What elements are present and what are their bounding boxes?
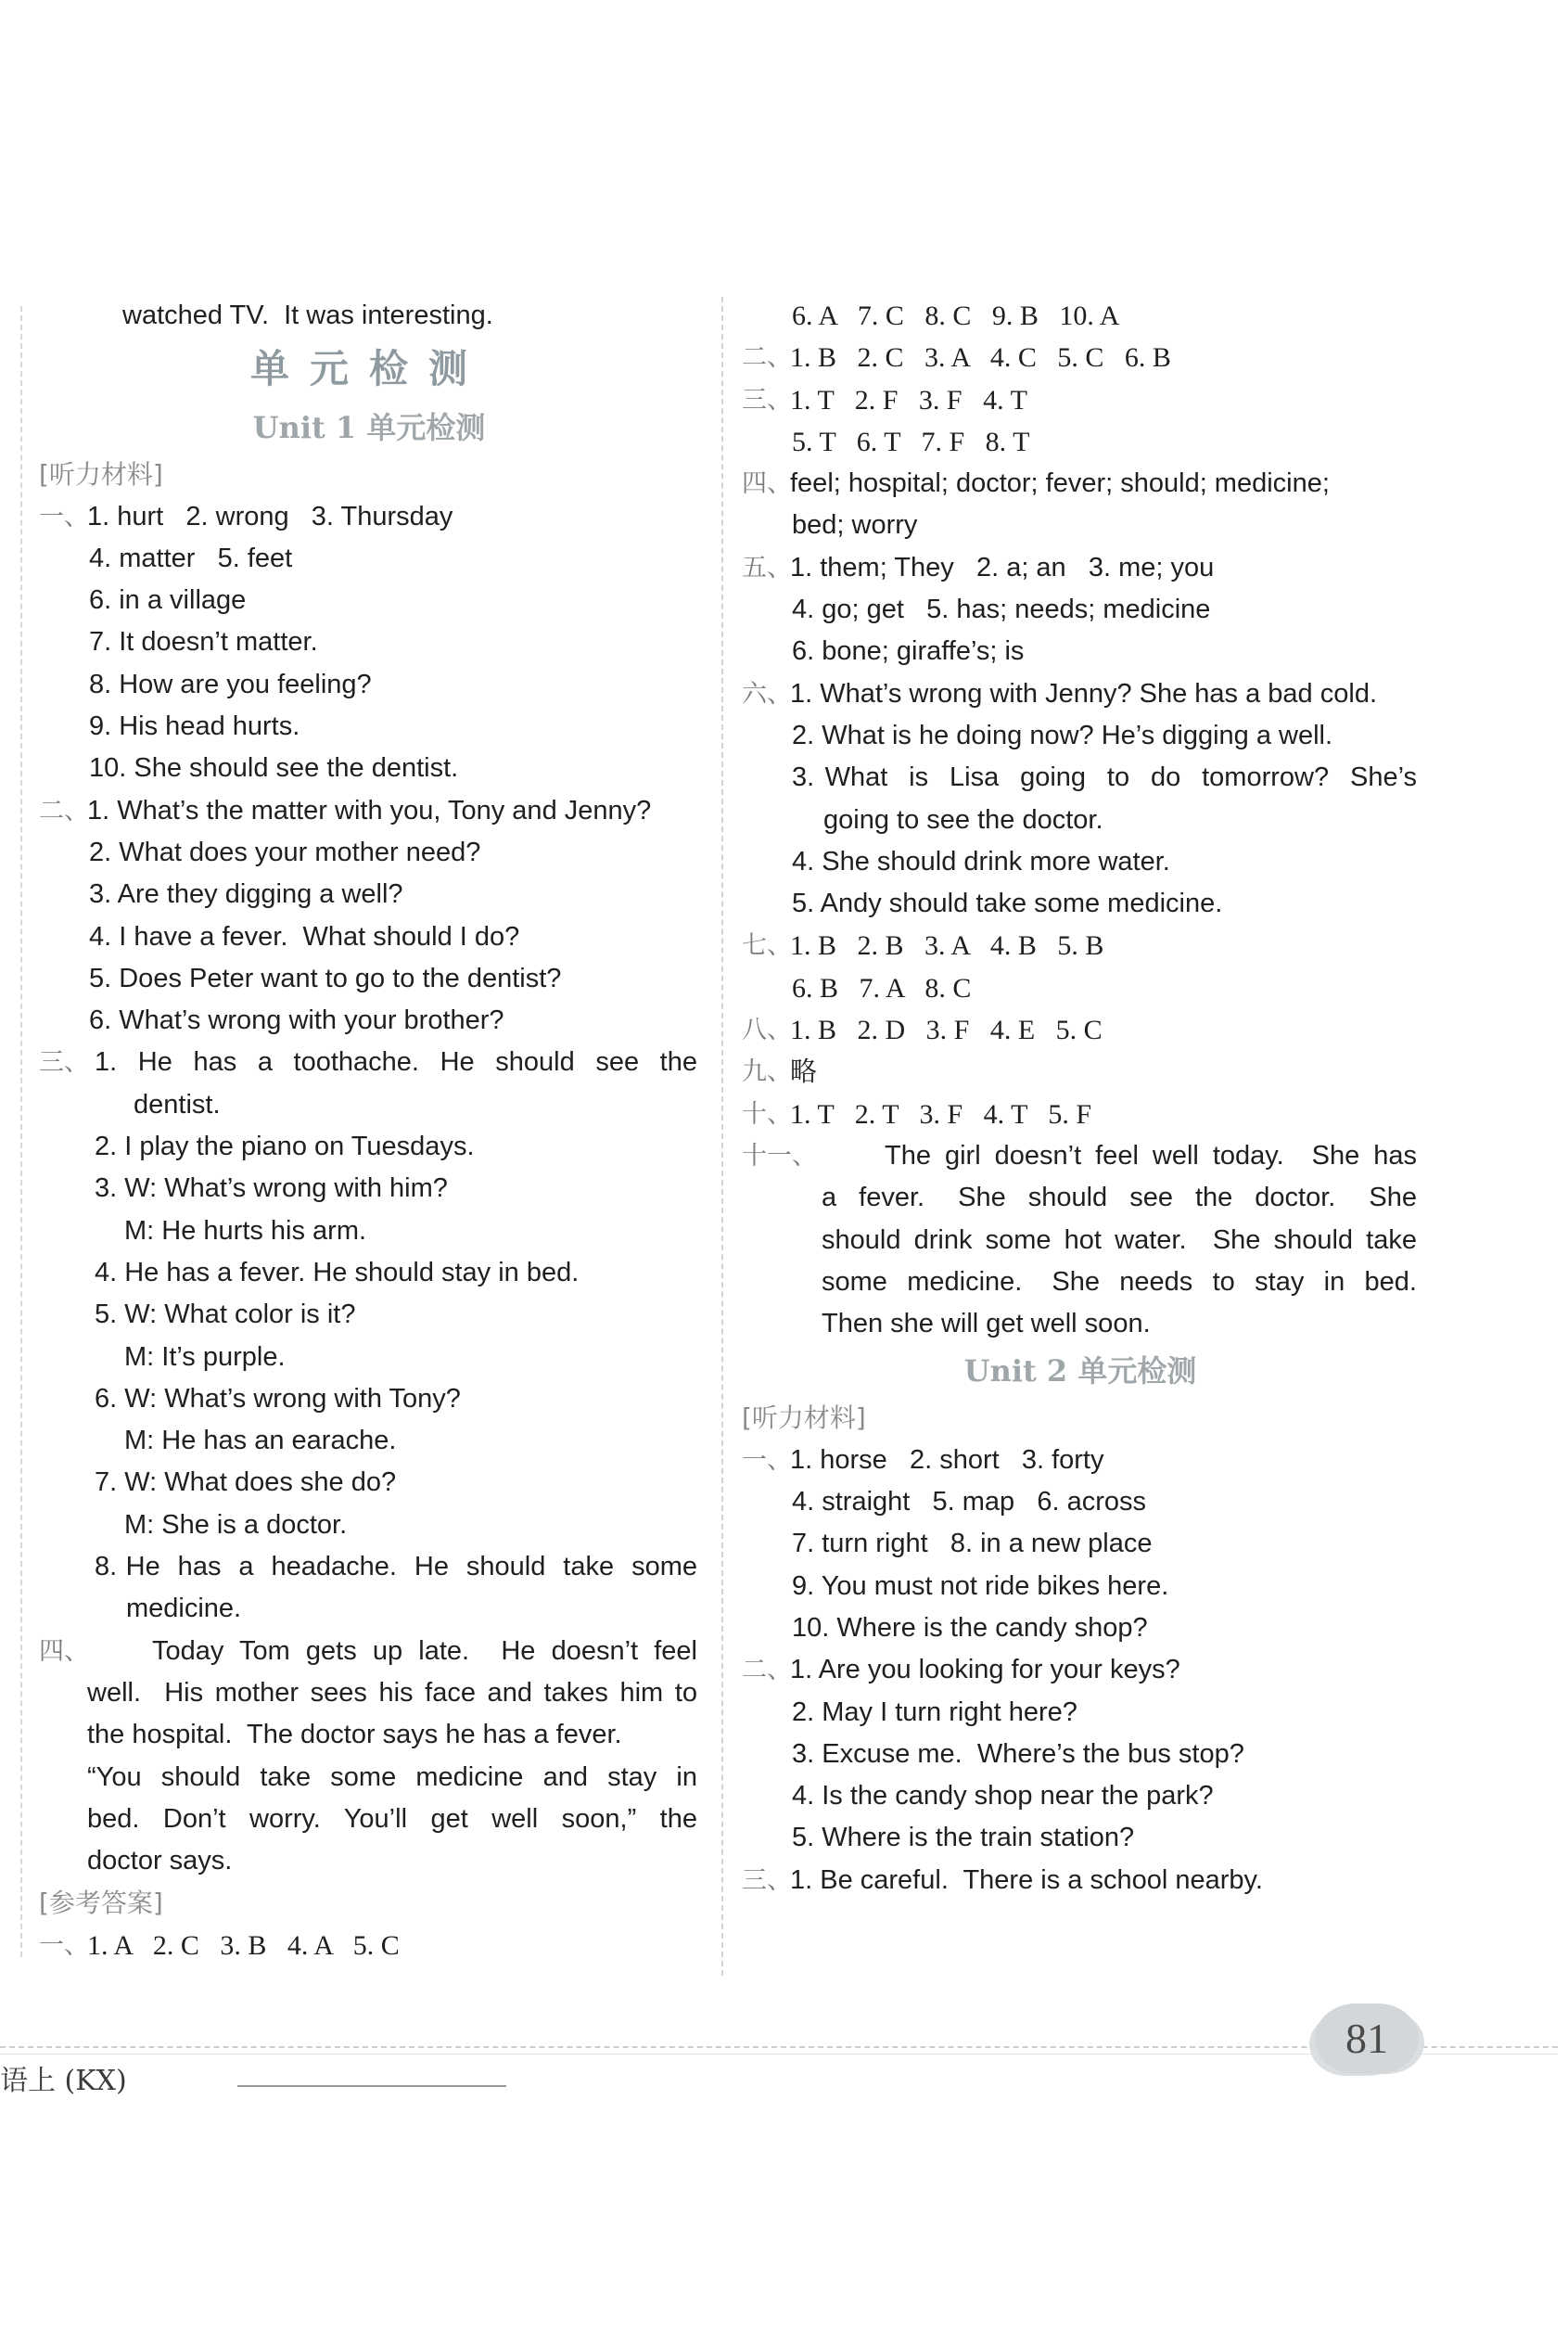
unit2-listening-1-line: 7. turn right 8. in a new place bbox=[792, 1529, 1153, 1559]
listening-2-line: 4. I have a fever. What should I do? bbox=[89, 921, 520, 952]
listening-2-line: 二、 1. What’s the matter with you, Tony and Jenny? bbox=[39, 795, 652, 826]
listening-3-line: 三、 1. He has a toothache. He should see the bbox=[39, 1047, 697, 1078]
unit2-listening-2-line: 2. May I turn right here? bbox=[792, 1696, 1077, 1727]
listening-1-line: 一、 1. hurt 2. wrong 3. Thursday bbox=[39, 501, 453, 531]
listening-3-line: M: She is a doctor. bbox=[124, 1509, 348, 1540]
margin-dash-line bbox=[20, 306, 22, 1957]
answer-4-line: bed; worry bbox=[792, 510, 918, 541]
unit2-listening-2-line: 4. Is the candy shop near the park? bbox=[792, 1781, 1214, 1812]
answer-1-line: 6. A 7. C 8. C 9. B 10. A bbox=[792, 301, 1120, 331]
listening-1-line: 4. matter 5. feet bbox=[89, 543, 293, 573]
listening-3-line: M: He hurts his arm. bbox=[124, 1215, 367, 1246]
answer-6-line: 4. She should drink more water. bbox=[792, 846, 1170, 877]
book-label: 语上 (KX) bbox=[0, 2065, 127, 2097]
listening-3-line: 8. He has a headache. He should take some bbox=[95, 1552, 697, 1582]
listening-4-line: the hospital. The doctor says he has a fever. bbox=[87, 1720, 622, 1750]
listening-4-line: “You should take some medicine and stay in bbox=[87, 1761, 697, 1792]
listening-2-line: 3. Are they digging a well? bbox=[89, 879, 403, 910]
unit2-listening-2-line: 3. Excuse me. Where’s the bus stop? bbox=[792, 1738, 1244, 1769]
listening-3-line: 2. I play the piano on Tuesdays. bbox=[95, 1132, 475, 1162]
listening-3-line: 4. He has a fever. He should stay in bed. bbox=[95, 1257, 580, 1287]
listening-1-line: 6. in a village bbox=[89, 585, 247, 616]
listening-label: [听力材料] bbox=[39, 459, 163, 491]
right-column bbox=[742, 295, 1419, 1901]
answer-3-line: 三、 1. T 2. F 3. F 4. T bbox=[742, 384, 1027, 416]
listening-3-line: 6. W: What’s wrong with Tony? bbox=[95, 1383, 461, 1414]
unit2-listening-1-line: 10. Where is the candy shop? bbox=[792, 1612, 1148, 1643]
answer-6-line: going to see the doctor. bbox=[823, 804, 1103, 835]
answer-11-line: 十一、 The girl doesn’t feel well today. She has bbox=[742, 1140, 1417, 1171]
answer-11-line: should drink some hot water. She should take bbox=[822, 1224, 1417, 1255]
answer-10-line: 十、 1. T 2. T 3. F 4. T 5. F bbox=[742, 1098, 1092, 1130]
unit2-listening-1-line: 一、 1. horse 2. short 3. forty bbox=[742, 1444, 1104, 1475]
answer-5-line: 五、 1. them; They 2. a; an 3. me; you bbox=[742, 552, 1215, 582]
answer-7-line: 6. B 7. A 8. C bbox=[792, 972, 972, 1004]
listening-4-line: bed. Don’t worry. You’ll get well soon,” the bbox=[87, 1803, 697, 1834]
listening-2-line: 5. Does Peter want to go to the dentist? bbox=[89, 963, 562, 993]
listening-4-line: doctor says. bbox=[87, 1846, 233, 1876]
left-column bbox=[39, 295, 699, 1966]
answer-4-line: 四、 feel; hospital; doctor; fever; should; medicine; bbox=[742, 468, 1330, 499]
listening-1-line: 8. How are you feeling? bbox=[89, 669, 372, 699]
listening-1-line: 9. His head hurts. bbox=[89, 711, 300, 742]
page-number: 81 bbox=[1345, 2015, 1388, 2062]
listening-3-line: medicine. bbox=[126, 1594, 242, 1624]
answer-7-line: 七、 1. B 2. B 3. A 4. B 5. B bbox=[742, 930, 1104, 962]
listening-1-line: 7. It doesn’t matter. bbox=[89, 627, 318, 658]
unit2-listening-2-line: 二、 1. Are you looking for your keys? bbox=[742, 1655, 1180, 1685]
answer-11-line: a fever. She should see the doctor. She bbox=[822, 1183, 1417, 1213]
listening-2-line: 6. What’s wrong with your brother? bbox=[89, 1005, 504, 1036]
answer-6-line: 3. What is Lisa going to do tomorrow? She’s bbox=[792, 762, 1417, 793]
answer-3-line: 5. T 6. T 7. F 8. T bbox=[792, 426, 1030, 457]
listening-3-line: 5. W: What color is it? bbox=[95, 1299, 356, 1330]
answer-8-line: 八、 1. B 2. D 3. F 4. E 5. C bbox=[742, 1015, 1103, 1046]
footer-underline bbox=[237, 2085, 506, 2087]
listening-4-line: 四、 Today Tom gets up late. He doesn’t feel bbox=[39, 1635, 697, 1666]
listening-3-line: dentist. bbox=[134, 1089, 221, 1120]
text-line: watched TV. It was interesting. bbox=[122, 301, 493, 330]
section-title: 单元检测 bbox=[249, 346, 488, 392]
unit2-listening-2-line: 5. Where is the train station? bbox=[792, 1823, 1135, 1853]
listening-1-line: 10. She should see the dentist. bbox=[89, 753, 459, 784]
answer-11-line: Then she will get well soon. bbox=[822, 1309, 1151, 1339]
column-divider bbox=[721, 297, 723, 1976]
unit2-listening-3-line: 三、 1. Be careful. There is a school nearby. bbox=[742, 1864, 1263, 1895]
answers-label: [参考答案] bbox=[39, 1888, 163, 1919]
answer-5-line: 4. go; get 5. has; needs; medicine bbox=[792, 595, 1211, 625]
answer-2-line: 二、 1. B 2. C 3. A 4. C 5. C 6. B bbox=[742, 342, 1171, 374]
listening-3-line: M: He has an earache. bbox=[124, 1426, 397, 1456]
unit-1-title: Unit 1 单元检测 bbox=[252, 410, 486, 446]
answer-5-line: 6. bone; giraffe’s; is bbox=[792, 636, 1025, 667]
answer-11-line: some medicine. She needs to stay in bed. bbox=[822, 1266, 1417, 1297]
listening-label: [听力材料] bbox=[742, 1402, 866, 1434]
answer-6-line: 5. Andy should take some medicine. bbox=[792, 889, 1223, 919]
answer-9-line: 九、 略 bbox=[742, 1056, 818, 1088]
unit2-listening-1-line: 4. straight 5. map 6. across bbox=[792, 1487, 1146, 1517]
listening-3-line: 3. W: What’s wrong with him? bbox=[95, 1173, 448, 1204]
answer-1-line: 一、 1. A 2. C 3. B 4. A 5. C bbox=[39, 1929, 400, 1961]
unit-2-title: Unit 2 单元检测 bbox=[963, 1353, 1197, 1389]
page-number-badge bbox=[1315, 2004, 1419, 2074]
unit2-listening-1-line: 9. You must not ride bikes here. bbox=[792, 1570, 1169, 1601]
listening-2-line: 2. What does your mother need? bbox=[89, 837, 481, 867]
answer-6-line: 六、 1. What’s wrong with Jenny? She has a bad cold. bbox=[742, 678, 1378, 709]
listening-3-line: 7. W: What does she do? bbox=[95, 1467, 397, 1498]
listening-3-line: M: It’s purple. bbox=[124, 1341, 286, 1372]
listening-4-line: well. His mother sees his face and takes him to bbox=[87, 1677, 697, 1708]
answer-6-line: 2. What is he doing now? He’s digging a well. bbox=[792, 720, 1333, 750]
